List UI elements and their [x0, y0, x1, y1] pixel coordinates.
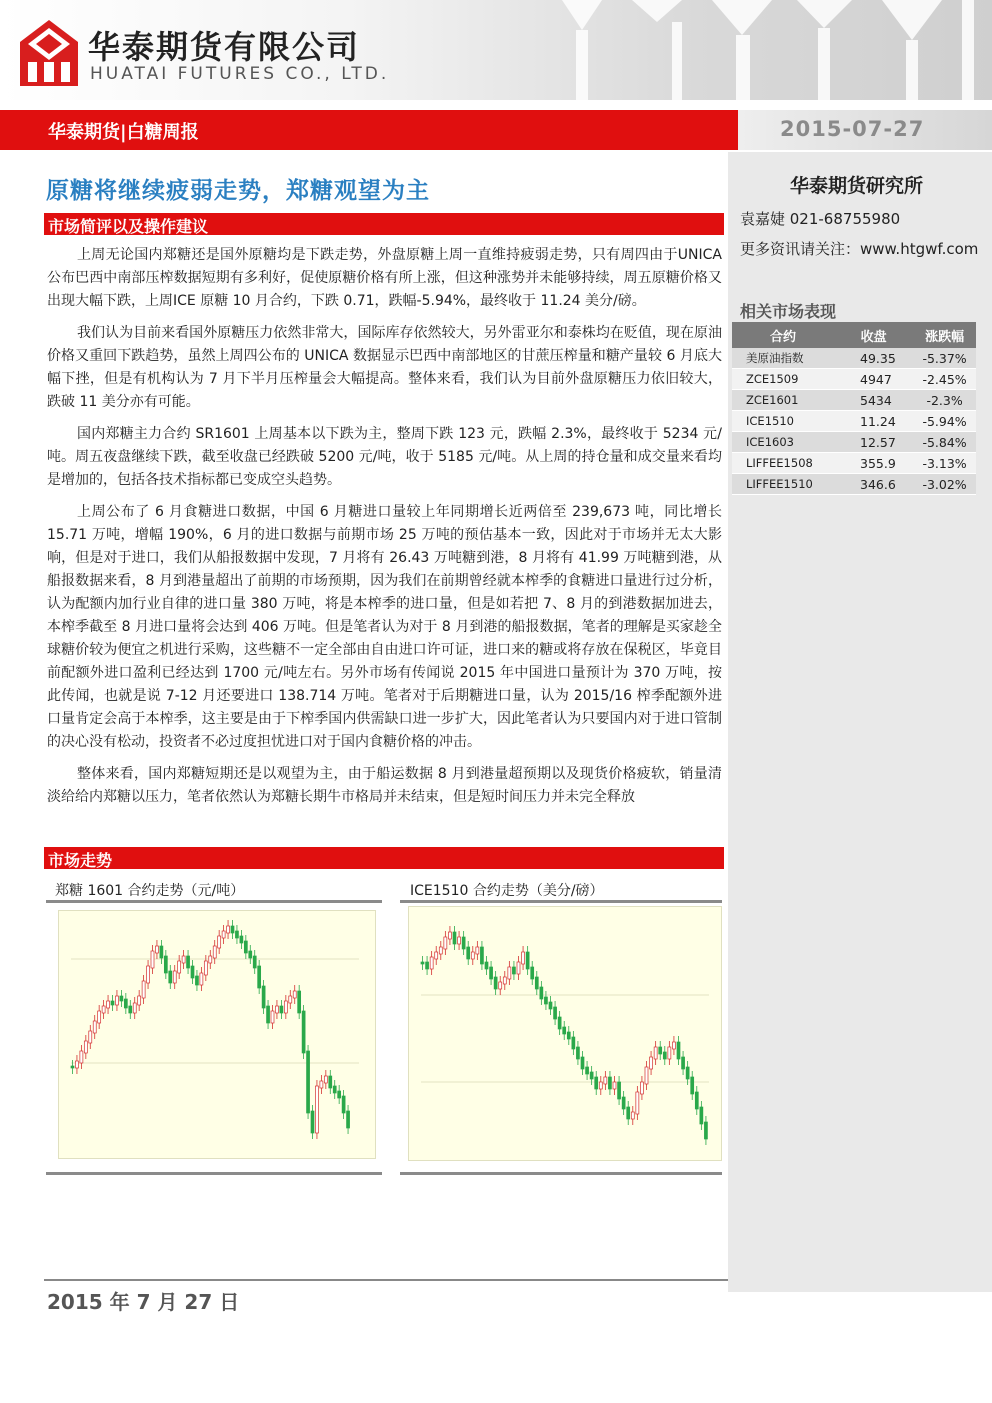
- candle-body: [695, 1092, 698, 1109]
- change-cell: -2.45%: [913, 369, 976, 390]
- candle-body: [636, 1092, 639, 1114]
- candle-body: [494, 977, 497, 989]
- candle-body: [471, 952, 474, 959]
- candle-body: [253, 956, 256, 968]
- candle-body: [608, 1077, 611, 1089]
- candle-body: [293, 991, 296, 998]
- header-decoration: [562, 0, 992, 100]
- candle-body: [98, 1011, 101, 1023]
- candle-body: [526, 952, 529, 969]
- candle-body: [439, 947, 442, 954]
- change-cell: -5.94%: [913, 411, 976, 432]
- company-name-cn: 华泰期货有限公司: [88, 28, 361, 66]
- candle-body: [631, 1112, 634, 1119]
- candle-body: [430, 957, 433, 969]
- candle-body: [485, 962, 488, 969]
- candle-body: [599, 1082, 602, 1089]
- market-table-header: [732, 322, 976, 348]
- close-cell: 355.9: [834, 453, 913, 474]
- column-header: 收盘: [834, 322, 913, 348]
- footer-date: 2015 年 7 月 27 日: [47, 1290, 240, 1314]
- candle-body: [448, 932, 451, 939]
- candle-body: [164, 956, 167, 973]
- candle-body: [480, 947, 483, 964]
- candle-body: [668, 1047, 671, 1059]
- candle-body: [329, 1076, 332, 1088]
- table-row: [732, 432, 976, 453]
- candles-ice1510: [421, 926, 707, 1145]
- paragraph: 上周无论国内郑糖还是国外原糖均是下跌走势，外盘原糖上周一直维持疲弱走势，只有周四由于UNICA 公布巴西中南部压榨数据短期有多利好，促使原糖价格有所上涨，但这种涨势并未能够持续，周五原糖价格又出现大幅下跌，上周ICE 原糖 10 月合约，下跌 0.71，跌幅-5.94%，最终收于 11.24 美分/磅。: [47, 247, 722, 309]
- candle-body: [522, 952, 525, 964]
- contract-cell: LIFFEE1508: [732, 453, 834, 474]
- candle-body: [508, 967, 511, 979]
- candle-body: [227, 926, 230, 933]
- candle-body: [138, 996, 141, 1005]
- candle-body: [275, 1006, 278, 1013]
- candle-body: [613, 1082, 616, 1089]
- column-header: 涨跌幅: [913, 322, 976, 348]
- contract-cell: 美原油指数: [732, 348, 834, 369]
- candle-body: [435, 952, 438, 959]
- contract-cell: ICE1510: [732, 411, 834, 432]
- candle-body: [151, 951, 154, 968]
- candle-body: [512, 967, 515, 974]
- chart-zce1601: [58, 910, 376, 1159]
- candle-body: [572, 1037, 575, 1049]
- chart-divider: [46, 900, 382, 903]
- candle-body: [240, 936, 243, 943]
- candle-body: [691, 1077, 694, 1094]
- candle-body: [80, 1051, 83, 1063]
- candle-body: [89, 1031, 92, 1043]
- close-cell: 4947: [834, 369, 913, 390]
- section-title-review: 市场简评以及操作建议: [48, 217, 209, 236]
- candle-body: [595, 1077, 598, 1089]
- table-row: [732, 453, 976, 474]
- candle-body: [659, 1047, 662, 1054]
- chart-divider: [400, 1172, 722, 1175]
- candle-body: [618, 1082, 621, 1099]
- candle-body: [421, 962, 424, 964]
- header-banner: [0, 0, 992, 100]
- section-bar-market: [44, 847, 724, 869]
- candle-body: [654, 1047, 657, 1059]
- candle-body: [155, 946, 158, 953]
- candle-body: [93, 1021, 96, 1033]
- candle-body: [672, 1042, 675, 1049]
- candle-body: [677, 1042, 680, 1059]
- paragraph: 我们认为目前来看国外原糖压力依然非常大，国际库存依然较大，另外雷亚尔和泰株均在贬值，现在原油价格又重回下跌趋势，虽然上周四公布的 UNICA 数据显示巴西中南部地区的甘蔗压榨量和糖产量较 6 月底大幅下挫，但是有机构认为 7 月下半月压榨量会大幅提高。整体来看，我们认为目前外盘原糖压力依旧较大，跌破 11 美分亦有可能。: [47, 325, 722, 410]
- candle-body: [133, 1003, 136, 1013]
- candle-body: [218, 936, 221, 948]
- candlestick-chart-zce1601: [59, 911, 375, 1158]
- candle-body: [581, 1057, 584, 1069]
- candle-body: [298, 991, 301, 1013]
- contract-cell: ZCE1509: [732, 369, 834, 390]
- candle-body: [650, 1057, 653, 1069]
- candle-body: [462, 937, 465, 949]
- candle-body: [640, 1082, 643, 1094]
- chart-ice1510: [408, 906, 722, 1161]
- chart-divider: [400, 900, 722, 903]
- paragraph: 整体来看，国内郑糖短期还是以观望为主，由于船运数据 8 月到港量超预期以及现货价格疲软，销量清淡给给内郑糖以压力，笔者依然认为郑糖长期牛市格局并未结束，但是短时间压力并未完全释放: [47, 766, 722, 805]
- candle-body: [182, 956, 185, 963]
- report-category: 华泰期货|白糖周报: [48, 122, 199, 143]
- report-body: [47, 244, 722, 818]
- candle-body: [249, 951, 252, 958]
- candle-body: [231, 926, 234, 933]
- candle-body: [590, 1072, 593, 1079]
- candle-body: [311, 1111, 314, 1133]
- candle-body: [324, 1076, 327, 1083]
- column-header: 合约: [732, 322, 834, 348]
- candle-body: [84, 1041, 87, 1053]
- table-row: [732, 369, 976, 390]
- candle-body: [554, 1007, 557, 1019]
- candle-body: [280, 1006, 283, 1013]
- candle-body: [347, 1111, 350, 1128]
- contract-cell: LIFFEE1510: [732, 474, 834, 495]
- candle-body: [267, 1006, 270, 1023]
- candle-body: [627, 1107, 630, 1119]
- candle-body: [147, 966, 150, 983]
- candle-body: [129, 1006, 132, 1013]
- close-cell: 346.6: [834, 474, 913, 495]
- candles-zce1601: [71, 920, 350, 1139]
- candle-body: [235, 931, 238, 938]
- close-cell: 11.24: [834, 411, 913, 432]
- candle-body: [540, 987, 543, 999]
- candle-body: [204, 961, 207, 975]
- candle-body: [178, 961, 181, 973]
- analyst-contact: 袁嘉婕 021-68755980: [740, 210, 901, 228]
- candle-body: [160, 946, 163, 958]
- change-cell: -3.13%: [913, 453, 976, 474]
- candle-body: [645, 1067, 648, 1084]
- candle-body: [195, 976, 198, 985]
- chart-title-zce1601: 郑糖 1601 合约走势（元/吨）: [55, 883, 245, 899]
- candle-body: [558, 1017, 561, 1029]
- candle-body: [169, 971, 172, 983]
- candle-body: [342, 1096, 345, 1113]
- candle-body: [173, 971, 176, 983]
- candle-body: [549, 1002, 552, 1009]
- candle-body: [535, 977, 538, 989]
- market-table: [732, 322, 976, 495]
- table-row: [732, 411, 976, 432]
- candle-body: [71, 1066, 74, 1068]
- change-cell: -2.3%: [913, 390, 976, 411]
- candle-body: [563, 1027, 566, 1034]
- candle-body: [187, 956, 190, 968]
- change-cell: -3.02%: [913, 474, 976, 495]
- candle-body: [503, 977, 506, 984]
- candle-body: [490, 967, 493, 979]
- report-date: 2015-07-27: [780, 117, 925, 141]
- candle-body: [142, 981, 145, 998]
- candle-body: [682, 1057, 685, 1069]
- candle-body: [517, 962, 520, 974]
- chart-divider: [46, 1172, 382, 1175]
- candle-body: [315, 1086, 318, 1133]
- candle-body: [120, 996, 123, 1001]
- candle-body: [213, 946, 216, 958]
- candle-body: [467, 947, 470, 959]
- more-info: 更多资讯请关注：www.htgwf.com: [740, 240, 979, 258]
- table-row: [732, 348, 976, 369]
- candle-body: [700, 1107, 703, 1124]
- candle-body: [567, 1032, 570, 1039]
- candle-body: [191, 966, 194, 978]
- candle-body: [262, 986, 265, 1008]
- candle-body: [458, 937, 461, 944]
- candle-body: [704, 1122, 707, 1139]
- candle-body: [124, 999, 127, 1008]
- candle-body: [244, 941, 247, 953]
- candle-body: [302, 1011, 305, 1053]
- candle-body: [622, 1097, 625, 1109]
- candle-body: [111, 1001, 114, 1005]
- candle-body: [289, 996, 292, 1003]
- candle-body: [338, 1091, 341, 1098]
- market-performance-title: 相关市场表现: [740, 302, 837, 321]
- section-title-market: 市场走势: [48, 851, 113, 870]
- candle-body: [107, 1001, 110, 1008]
- contract-cell: ICE1603: [732, 432, 834, 453]
- contract-cell: ZCE1601: [732, 390, 834, 411]
- close-cell: 5434: [834, 390, 913, 411]
- candle-body: [271, 1011, 274, 1023]
- candle-body: [604, 1077, 607, 1084]
- candlestick-chart-ice1510: [409, 907, 721, 1160]
- candle-body: [426, 962, 429, 969]
- candle-body: [209, 956, 212, 963]
- huatai-logo: [20, 20, 78, 86]
- change-cell: -5.37%: [913, 348, 976, 369]
- table-row: [732, 390, 976, 411]
- paragraph: 上周公布了 6 月食糖进口数据，中国 6 月糖进口量较上年同期增长近两倍至 239,673 吨，同比增长 15.71 万吨，增幅 190%，6 月的进口数据与前期市场 25 万吨的预估基本一致，因此对于市场并无太大影响，但是对于进口，我们从船报数据中发现，7 月将有 26.43 万吨糖到港，8 月将有 41.99 万吨糖到港，从船报数据来看，8 月到港量超出了前期的市场预期，因为我们在前期曾经就本榨季的食糖进口量进行过分析，认为配额内加行业自律的进口量 380 万吨，将是本榨季的进口量，但是如若把 7、8 月的到港数据加进去，本榨季截至 8 月进口量将会达到 406 万吨。但是笔者认为对于 8 月到港的船报数据，笔者的理解是买家趁全球糖价较为便宜之机进行采购，这些糖不一定全部由自由进口许可证，进口来的糖或将存放在保税区，毕竟目前配额外进口盈利已经达到 1700 元/吨左右。另外市场有传闻说 2015 年中国进口量预计为 370 万吨，按此传闻，也就是说 7-12 月还要进口 138.714 万吨。笔者对于后期糖进口量，认为 2015/16 榨季配额外进口量肯定会高于本榨季，这主要是由于下榨季国内供需缺口进一步扩大，因此笔者认为只要国内对于进口管制的决心没有松动，投资者不必过度担忧进口对于国内食糖价格的冲击。: [47, 504, 722, 750]
- close-cell: 49.35: [834, 348, 913, 369]
- chart-title-ice1510: ICE1510 合约走势（美分/磅）: [410, 883, 604, 899]
- candle-body: [75, 1061, 78, 1068]
- candle-body: [686, 1067, 689, 1079]
- paragraph: 国内郑糖主力合约 SR1601 上周基本以下跌为主，整周下跌 123 元，跌幅 2.3%，最终收于 5234 元/吨。周五夜盘继续下跌，截至收盘已经跌破 5200 元/吨，收于 5185 元/吨。从上周的持仓量和成交量来看均是增加的，包括各技术指标都已变成空头趋势。: [47, 426, 722, 488]
- candle-body: [576, 1047, 579, 1059]
- candle-body: [444, 937, 447, 949]
- candle-body: [222, 931, 225, 938]
- candle-body: [307, 1051, 310, 1113]
- company-name-en: HUATAI FUTURES CO., LTD.: [90, 64, 390, 84]
- change-cell: -5.84%: [913, 432, 976, 453]
- footer-divider: [44, 1279, 728, 1281]
- candle-body: [499, 982, 502, 989]
- candle-body: [663, 1052, 666, 1059]
- candle-body: [284, 1001, 287, 1013]
- institute-name: 华泰期货研究所: [790, 175, 924, 197]
- candle-body: [476, 947, 479, 954]
- candle-body: [258, 966, 261, 988]
- candle-body: [531, 967, 534, 979]
- candle-body: [115, 996, 118, 1005]
- candle-body: [320, 1081, 323, 1088]
- candle-body: [544, 997, 547, 1004]
- candle-body: [333, 1086, 336, 1093]
- table-row: [732, 474, 976, 495]
- candle-body: [102, 1006, 105, 1013]
- candle-body: [200, 973, 203, 985]
- report-title: 原糖将继续疲弱走势，郑糖观望为主: [46, 178, 430, 204]
- close-cell: 12.57: [834, 432, 913, 453]
- candle-body: [453, 932, 456, 944]
- candle-body: [586, 1067, 589, 1074]
